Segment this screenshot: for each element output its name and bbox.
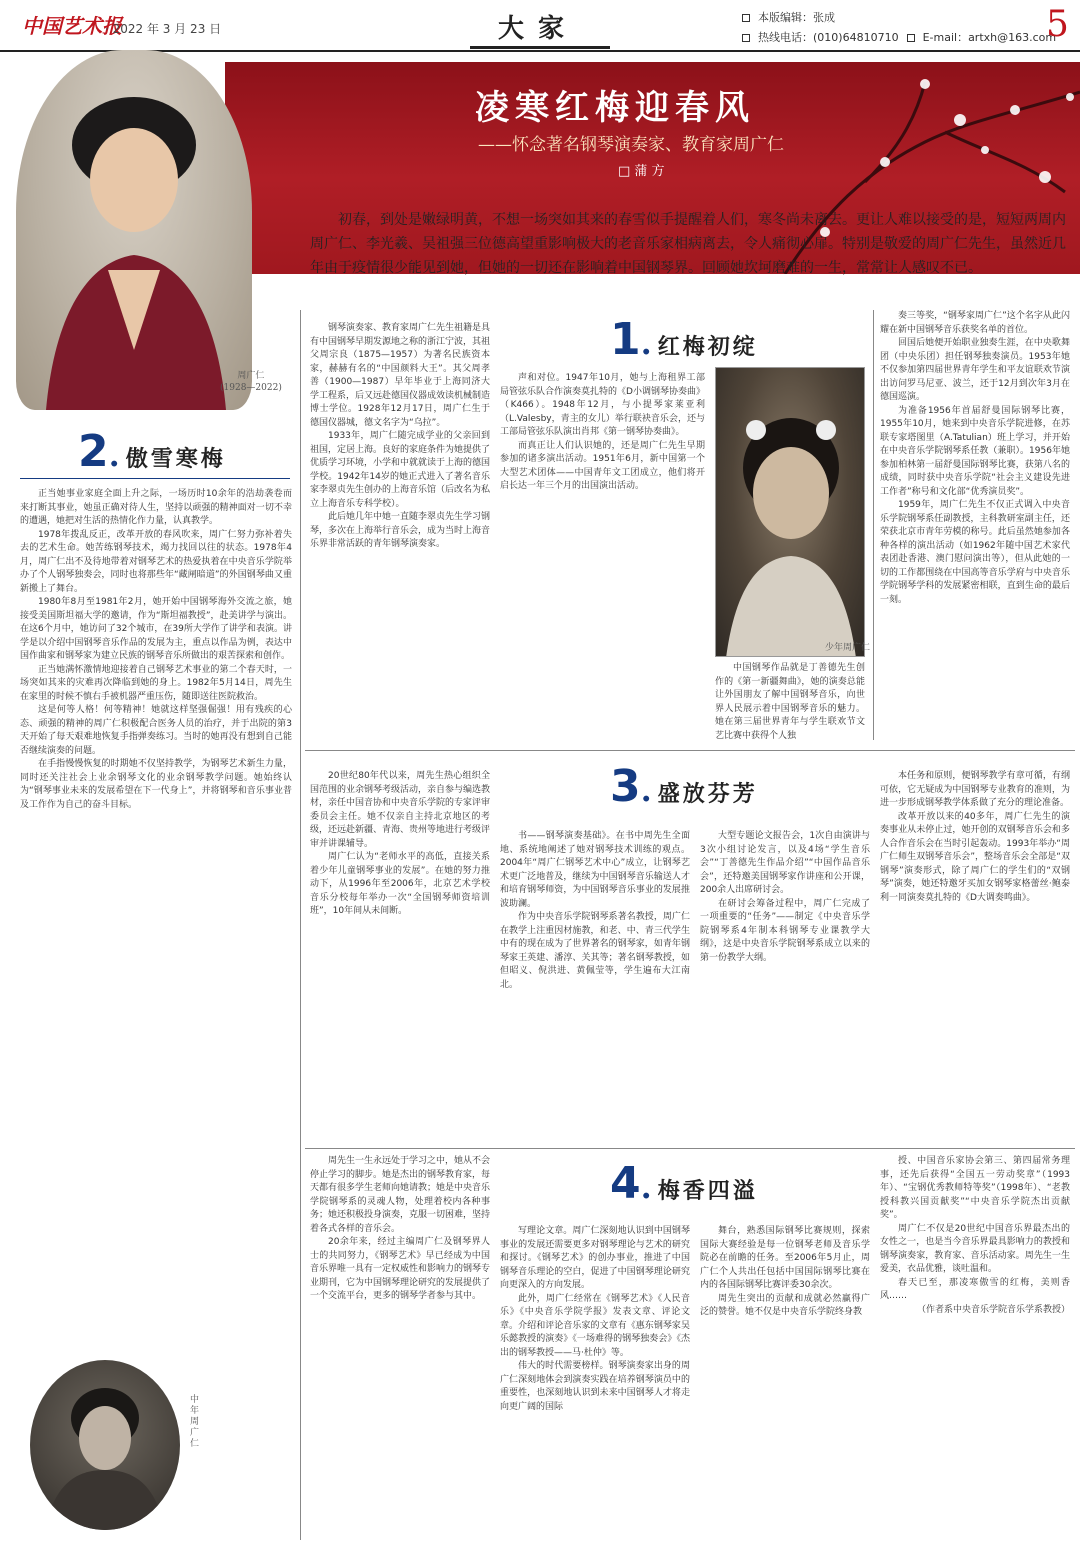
column-divider [873, 310, 874, 740]
newspaper-logo: 中国艺术报 [22, 14, 122, 38]
section-3-column-b: 书——钢琴演奏基础》。在书中周先生全面地、系统地阐述了她对钢琴技术训练的观点。2004年“周广仁钢琴艺术中心”成立，让钢琴艺术更广泛地普及，继续为中国钢琴音乐输送人才和培育钢琴师资，为中国钢琴音乐事业的发展推波助澜。 作为中央音乐学院钢琴系著名教授，周广仁在教学上注重因材施教，和老、中、青三代学生中有的现在成为了世界著名的钢琴家，如青年钢琴家王英建、潘淳、关其等；著名钢琴教授，如但昭义、倪洪进、黄佩莹等，学生遍布大江南北。 [500, 831, 690, 990]
masthead [0, 0, 1080, 52]
section-title: 大家 [498, 14, 579, 44]
portrait-illustration [16, 50, 252, 410]
section-1-column-a: 钢琴演奏家、教育家周广仁先生祖籍是具有中国钢琴早期发源地之称的浙江宁波，其祖父周宗良（1875—1957）为著名民族资本家，赫赫有名的“中国颜料大王”。其父周孝善（1900—1987）早年毕业于上海同济大学工程系，后又远赴德国仪器成效读机械制造博士学位。1928年12月17日，周广仁生于德国仪器城，德文名字为“乌拉”。 1933年，周广仁随完成学业的父亲回到祖国，定居上海。良好的家庭条件为她提供了优质学习环境，小学和中就就读于上海的德国学校。1942年14岁的她正式进入了著名音乐家李翠贞先生创办的上海音乐馆（后改名为私立上海音乐专科学校）。 此后她几年中她一直随李翠贞先生学习钢琴，多次在上海举行音乐会，成为当时上海音乐界非常活跃的青年钢琴演奏家。 [310, 323, 490, 549]
checkbox-icon [742, 34, 750, 42]
article-intro: 初春，到处是嫩绿明黄，不想一场突如其来的春雪似手提醒着人们，寒冬尚未离去。更让人难以接受的是，短短两周内周广仁、李光羲、吴祖强三位德高望重影响极大的老音乐家相病离去，令人痛彻心扉。特别是敬爱的周广仁先生，虽然近几年由于疫情很少能见到她，但她的一切还在影响着中国钢琴界。回顾她坎坷磨难的一生，常常让人感叹不已。 [310, 212, 1066, 276]
section-3-column-c: 大型专题论文报告会，1次自由演讲与3次小组讨论发言，以及4场“学生音乐会”“丁善德先生作品介绍”“中国作品音乐会”，还特邀美国钢琴家作讲座和公开课，200余人出席研讨会。 在研讨会筹备过程中，周广仁完成了一项重要的“任务”——制定《中央音乐学院钢琴系4年制本科钢琴专业课教学大纲》，这是中央音乐学院钢琴系成立以来的第一份教学大纲。 [700, 831, 870, 963]
section-3-column-a: 20世纪80年代以来，周先生热心组织全国范围的业余钢琴考级活动，亲自参与编选教材，亲任中国音协和中央音乐学院的专家评审委员会主任。她不仅亲自主持北京地区的考级，还远赴新疆、青海、贵州等地进行考级评审并讲课辅导。 周广仁认为“老师水平的高低，直接关系着少年儿童钢琴事业的发展”。在她的努力推动下，从1996年至2006年，北京艺术学校音乐分校每年举办一次“全国钢琴师资培训班”，10年间从未间断。 [310, 771, 490, 916]
checkbox-icon [742, 14, 750, 22]
article-author: □ 蒲 方 [618, 164, 665, 179]
section-2-heading: 2 . 傲雪寒梅 [78, 426, 226, 477]
section-4-column-c: 舞台，熟悉国际钢琴比赛规则，探索国际大赛经验是每一位钢琴老师及音乐学院必在前瞻的任务。至2006年5月止，周广仁个人共出任包括中国国际钢琴比赛在内的各国际钢琴比赛评委30余次。 周先生突出的贡献和成就必然赢得广泛的赞誉。她不仅是中央音乐学院终身教 [700, 1226, 870, 1317]
section-divider [305, 750, 1075, 751]
section-1-heading: 1 . 红梅初绽 [610, 314, 758, 365]
childhood-portrait-illustration [716, 368, 865, 657]
childhood-photo [715, 367, 865, 657]
section-1-column-b: 声和对位。1947年10月，她与上海租界工部局管弦乐队合作演奏莫扎特的《D小调钢琴协奏曲》（K466）。1948年12月，与小提琴家莱亚利（L.Valesby，青主的女儿）举行联袂音乐会，还与工部局管弦乐队演出肖邦《第一钢琴协奏曲》。 而真正让人们认识她的，还是周广仁先生早期参加的诸多演出活动。1951年6月，新中国第一个大型艺术团体——中国青年文工团成立，他们将开启长达一年三个月的出国演出活动。 [500, 373, 705, 491]
section-4-heading: 4 . 梅香四溢 [610, 1158, 758, 1209]
section-4-column-a: 周先生一生永远处于学习之中，她从不会停止学习的脚步。她是杰出的钢琴教育家，每天都有很多学生老师向她请教；她是中央音乐学院钢琴系的灵魂人物，处理着校内各种事务；她还积极投身演奏，克服一切困难，坚持着各式各样的音乐会。 20余年来，经过主编周广仁及钢琴界人士的共同努力，《钢琴艺术》早已经成为中国音乐界唯一具有一定权威性和影响力的钢琴专业期刊，它为中国钢琴理论研究的发展提供了一个交流平台，更多的钢琴学者参与其中。 [310, 1156, 490, 1301]
editor-label: 本版编辑：张成 [758, 11, 835, 24]
section-1-column-c: 中国钢琴作品就是丁善德先生创作的《第一新疆舞曲》，她的演奏总能让外国朋友了解中国钢琴音乐，向世界人民展示着中国钢琴音乐的魅力。她在第三届世界青年与学生联欢节文艺比赛中获得个人独 [715, 663, 865, 741]
section-4-column-b: 写理论文章。周广仁深刻地认识到中国钢琴事业的发展还需要更多对钢琴理论与艺术的研究和探讨。《钢琴艺术》的创办事业，推进了中国钢琴音乐理论的空白，促进了中国钢琴理论研究向更深入的方向发展。 此外，周广仁经常在《钢琴艺术》《人民音乐》《中央音乐学院学报》发表文章、评论文章。介绍和评论音乐家的文章有《惠东钢琴家吴乐懿教授的演奏》《一场难得的钢琴独奏会》《杰出的钢琴教授——马·杜仲》等。 伟大的时代需要榜样。钢琴演奏家出身的周广仁深刻地体会到演奏实践在培养钢琴演员中的重要性，也深刻地认识到未来中国钢琴人才将走向更广阔的国际 [500, 1226, 690, 1412]
section-4-column-d: 授、中国音乐家协会第三、第四届常务理事，还先后获得“全国五一劳动奖章”（1993年）、“宝钢优秀教师特等奖”（1998年）、“老教授科教兴国贡献奖”“中央音乐学院杰出贡献奖”。 周广仁不仅是20世纪中国音乐界最杰出的女性之一，也是当今音乐界最具影响力的教授和钢琴演奏家，教育家、音乐活动家。周先生一生爱美，衣品优雅，谈吐温和。 春天已至，那凌寒傲雪的红梅，美则香风…… （作者系中央音乐学院音乐学系教授） [880, 1155, 1070, 1540]
midlife-portrait-photo [30, 1360, 180, 1530]
section-1-column-d: 奏三等奖，“钢琴家周广仁”这个名字从此闪耀在新中国钢琴音乐获奖名单的首位。 回国后她便开始职业独奏生涯，在中央歌舞团（中央乐团）担任钢琴独奏演员。1953年她不仅参加第四届世界青年学生和平友谊联欢节演出访问罗马尼亚、波兰，还于12月到次年3月在德国巡演。 为准备1956年首届舒曼国际钢琴比赛，1955年10月，她来到中央音乐学院进修，在苏联专家塔图里（A.Tatulian）班上学习，并开始在中央音乐学院钢琴系任教（兼职）。1956年她参加柏林第一届舒曼国际钢琴比赛，获第八名的成绩，同时获中央音乐学院“社会主义建设先进工作者”称号和文化部“优秀演员奖”。 1959年，周广仁先生不仅正式调入中央音乐学院钢琴系任副教授，主科教研室副主任，还荣获北京市青年劳模的称号。此后虽然她参加各种各样的演出活动（如1962年随中国艺术家代表团赴香港、澳门慰问演出等），但从此她的一切的工作都围绕在中国高等音乐学府与中央音乐学院钢琴学科的发展紧密相联，直到生命的最后一刻。 [880, 311, 1070, 605]
childhood-photo-caption: 少年周广仁 [825, 643, 871, 653]
article-subtitle: ——怀念著名钢琴演奏家、教育家周广仁 [478, 135, 784, 155]
heading-rule [20, 478, 290, 479]
section-3-column-d: 本任务和原则，便钢琴教学有章可循，有纲可依，它无疑成为中国钢琴专业教育的准则，为进一步形成钢琴教学体系做了充分的理论准备。 改革开放以来的40多年，周广仁先生的演奏事业从未停止过，她开创的双钢琴音乐会和多人合作音乐会在当时引起轰动。1993年举办“周广仁师生双钢琴音乐会”，整场音乐会全部是“双钢琴”演奏形式，除了周广仁的学生们的“双钢琴”演奏，她还特邀牙买加女钢琴家格蕾丝·鲍泰利一同演奏莫扎特的《D大调奏鸣曲》。 [880, 771, 1070, 903]
issue-date: · 2022 年 3 月 23 日 [105, 22, 222, 36]
checkbox-icon [907, 34, 915, 42]
section-divider [305, 1148, 1075, 1149]
section-3-heading: 3 . 盛放芬芳 [610, 761, 758, 812]
email-label: E-mail：artxh@163.com [922, 31, 1057, 44]
editor-info [742, 8, 1064, 48]
portrait-caption: 周广仁 (1928—2022) [220, 371, 282, 393]
section-rule [470, 46, 610, 49]
phone-label: 热线电话：(010)64810710 [758, 31, 899, 44]
section-2-column: 正当她事业家庭全面上升之际，一场历时10余年的浩劫袭卷而来打断其事业，她虽正确对待人生，坚持以顽强的精神面对一切不幸的遭遇，她把对生活的热情化作力量，认真教学。 1978年拨乱反正，改革开放的春风吹来，周广仁努力弥补着失去的艺术生命。她苦练钢琴技术，竭力找回以往的状态。1978年4月，周广仁出不及待地带着对钢琴艺术的热爱执着在中央音乐学院举办了个人钢琴独奏会，同时也将那些年“藏闸暗道”的外国钢琴曲又重新搬上了舞台。 1980年8月至1981年2月，她开始中国钢琴海外交流之旅，她接受美国斯坦福大学的邀请，作为“斯坦福教授”，赴美讲学与演出。在这6个月中，她访问了32个城市，在39所大学作了讲学和表演。讲学是以介绍中国钢琴音乐作品的发展为主，重点以作品为例，表达中国作曲家和钢琴家为建立民族的钢琴音乐所做出的艰苦探索和创作。 正当她满怀激情地迎接着自己钢琴艺术事业的第二个春天时，一场突如其来的灾难再次降临到她的身上。1982年5月14日，周先生在家里的时候不慎右手被机器严重压伤，随即送往医院救治。 这是何等人格！何等精神！她就这样坚强倔强！用有残疾的心态、顽强的精神的周广仁积极配合医务人员的治疗，并于出院的第3天开始了每天艰难地恢复手指弹奏练习。当时的她再没有想到自己能否继续演奏的问题。 在手指慢慢恢复的时期她不仅坚持教学，为钢琴艺术新生力量，同时还关注社会上业余钢琴文化的业余钢琴教学问题。她始终认为“钢琴事业未来的发展希望在下一代身上”，并将钢琴和音乐事业普及工作作为自己的奋斗目标。 [20, 489, 292, 810]
author-affiliation: （作者系中央音乐学院音乐学系教授） [916, 1304, 1070, 1315]
midlife-photo-caption: 中年周广仁 [190, 1395, 200, 1449]
article-title: 凌寒红梅迎春风 [475, 88, 755, 128]
midlife-portrait-illustration [30, 1360, 180, 1530]
column-divider [300, 310, 301, 1540]
page-number: 5 [1046, 4, 1069, 45]
portrait-photo [16, 50, 252, 410]
